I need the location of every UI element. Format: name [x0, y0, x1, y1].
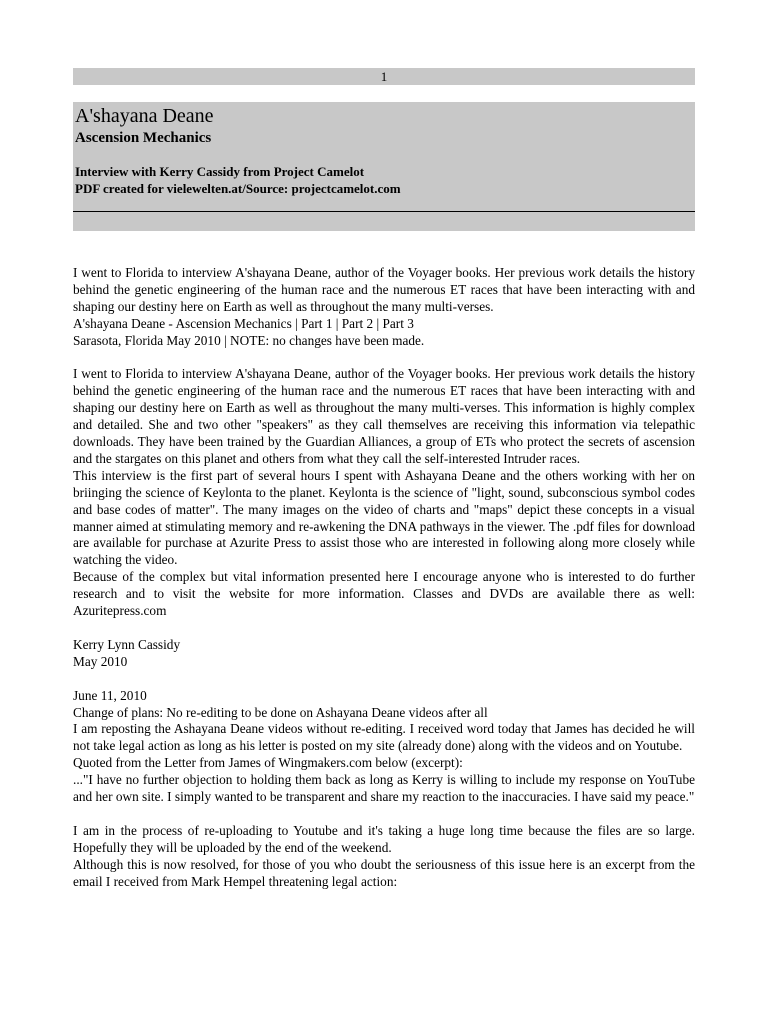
main-paragraph: I went to Florida to interview A'shayana Deane, author of the Voyager books. Her previous work details the history behind the genetic engineering of the human race and the numerous ET races that have been interacting with and shaping our destiny here on Earth as well as throughout the many multi-verses. This information is highly complex and detailed. She and two other "speakers" as they call themselves are receiving this information via telepathic downloads. They have been trained by the Guardian Alliances, a group of ETs who protect the secrets of ascension and the stargates on this planet and others from what they call the self-interested Intruder races.	[73, 366, 695, 466]
quote-text: ..."I have no further objection to holding them back as long as Kerry is willing to include my response on YouTube and her own site. I simply wanted to be transparent and share my reaction to the inaccuracies. I have said my peace."	[73, 772, 695, 805]
update-paragraph: I am reposting the Ashayana Deane videos without re-editing. I received word today that James has decided he will not take legal action as long as his letter is posted on my site (already done) along with the videos and on Youtube.	[73, 721, 695, 754]
update-date: June 11, 2010	[73, 687, 147, 703]
intro-paragraph: I went to Florida to interview A'shayana Deane, author of the Voyager books. Her previous work details the history behind the genetic engineering of the human race and the numerous ET races that have been interacting with and shaping our destiny here on Earth as well as throughout the many multi-verses.	[73, 265, 695, 314]
quote-intro: Quoted from the Letter from James of Wingmakers.com below (excerpt):	[73, 755, 463, 771]
page-number: 1	[380, 69, 388, 84]
document-body	[73, 265, 695, 890]
closing-paragraph: I am in the process of re-uploading to Youtube and it's taking a huge long time because the files are so large. Hopefully they will be uploaded by the end of the weekend.	[73, 822, 695, 855]
document-header	[73, 102, 695, 231]
signature-date: May 2010	[73, 653, 128, 669]
main-paragraph: Because of the complex but vital information presented here I encourage anyone who is interested to do further research and to visit the website for more information. Classes and DVDs are available there as well: Azuritepress.com	[73, 569, 695, 619]
main-paragraph: This interview is the first part of several hours I spent with Ashayana Deane and the others working with her on briinging the science of Keylonta to the planet. Keylonta is the science of "light, sound, subconscious symbol codes and base codes of matter". The many images on the video of charts and "maps" depict these concepts in a visual manner aimed at stimulating memory and re-awkening the DNA pathways in the viewer. The .pdf files for download are available for purchase at Azurite Press to assist those who are interested in following along more closely while watching the video.	[73, 467, 695, 568]
location-date-line: Sarasota, Florida May 2010 | NOTE: no changes have been made.	[73, 332, 425, 348]
document-title: A'shayana Deane	[75, 105, 214, 127]
pdf-source: PDF created for vielewelten.at/Source: projectcamelot.com	[75, 181, 401, 196]
header-divider	[73, 211, 695, 212]
signature-name: Kerry Lynn Cassidy	[73, 636, 181, 652]
interview-credit: Interview with Kerry Cassidy from Project Camelot	[75, 164, 365, 179]
document-subtitle: Ascension Mechanics	[75, 130, 212, 146]
closing-paragraph: Although this is now resolved, for those of you who doubt the seriousness of this issue here is an excerpt from the email I received from Mark Hempel threatening legal action:	[73, 856, 695, 889]
page-number-bar	[73, 68, 695, 85]
video-parts-line: A'shayana Deane - Ascension Mechanics | Part 1 | Part 2 | Part 3	[73, 315, 414, 331]
update-heading: Change of plans: No re-editing to be done on Ashayana Deane videos after all	[73, 704, 488, 720]
